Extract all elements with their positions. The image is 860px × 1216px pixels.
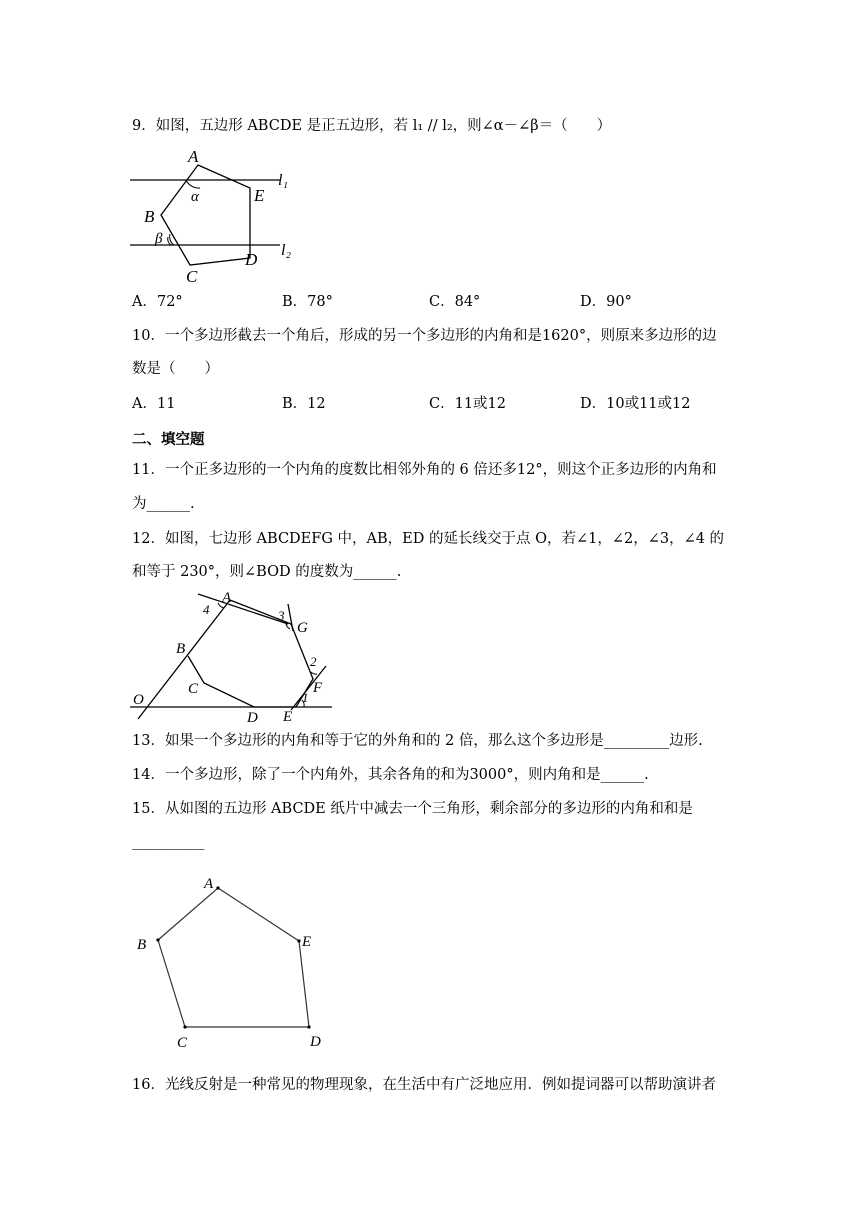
q9-option-d[interactable]: D．90°	[580, 294, 632, 310]
q15-figure	[132, 868, 332, 1053]
q10-option-a[interactable]: A．11	[132, 396, 176, 412]
q10-line2: 数是（ ）	[132, 361, 219, 377]
pentagon-abcde	[158, 888, 312, 1027]
q9-option-a[interactable]: A．72°	[132, 294, 183, 310]
section-title: 二、填空题	[132, 432, 205, 448]
q14-text: 14．一个多边形，除了一个内角外，其余各角的和为3000°，则内角和是______.	[132, 767, 649, 783]
label-c: C	[188, 681, 199, 697]
q10-option-c[interactable]: C．11或12	[429, 396, 506, 412]
q15-line2: __________	[132, 834, 205, 850]
label-a: A	[188, 147, 199, 166]
line-ob	[138, 600, 230, 719]
label-b: B	[176, 641, 186, 657]
label-a: A	[204, 876, 214, 892]
q16-text: 16．光线反射是一种常见的物理现象，在生活中有广泛地应用．例如提词器可以帮助演讲者	[132, 1077, 716, 1093]
q9-option-b[interactable]: B．78°	[282, 294, 333, 310]
label-d: D	[310, 1034, 321, 1050]
q9-figure	[128, 148, 308, 288]
label-g: G	[297, 620, 308, 636]
q10-line1: 10．一个多边形截去一个角后，形成的另一个多边形的内角和是1620°，则原来多边形的边	[132, 328, 717, 344]
label-4: 4	[203, 602, 210, 617]
q12-line2: 和等于 230°，则∠BOD 的度数为______.	[132, 564, 402, 580]
label-1: 1	[302, 690, 309, 705]
label-e: E	[302, 934, 312, 950]
label-3: 3	[278, 608, 285, 623]
label-a: A	[222, 590, 232, 606]
label-e: E	[254, 186, 265, 205]
q11-line2: 为______.	[132, 496, 195, 512]
line-ag-ext	[198, 594, 288, 624]
label-l1: l₁	[278, 172, 289, 189]
q13-text: 13．如果一个多边形的内角和等于它的外角和的 2 倍，那么这个多边形是_________边形.	[132, 733, 703, 749]
label-2: 2	[310, 654, 317, 669]
label-o: O	[133, 692, 144, 708]
q15-line1: 15．从如图的五边形 ABCDE 纸片中减去一个三角形，剩余部分的多边形的内角和和是	[132, 801, 693, 817]
q11-line1: 11．一个正多边形的一个内角的度数比相邻外角的 6 倍还多12°，则这个正多边形的内角和	[132, 462, 717, 478]
q12-line1: 12．如图，七边形 ABCDEFG 中，AB，ED 的延长线交于点 O，若∠1，∠2，∠3，∠4 的	[132, 531, 725, 547]
label-e: E	[283, 709, 293, 725]
q12-figure	[128, 586, 338, 726]
label-b: B	[144, 207, 155, 226]
label-f: F	[313, 680, 323, 696]
q10-option-d[interactable]: D．10或11或12	[580, 396, 691, 412]
label-d: D	[245, 250, 258, 269]
label-c: C	[186, 267, 198, 286]
q9-option-c[interactable]: C．84°	[429, 294, 481, 310]
label-l2: l₂	[281, 242, 292, 259]
vertex-b	[156, 938, 159, 941]
label-d: D	[247, 710, 258, 726]
angle-2-arc	[311, 672, 317, 674]
vertex-a	[216, 886, 219, 889]
label-b: B	[137, 937, 147, 953]
vertex-c	[183, 1025, 186, 1028]
angle-alpha-arc	[186, 180, 200, 188]
label-c: C	[177, 1035, 188, 1051]
label-alpha: α	[191, 189, 199, 205]
q10-option-b[interactable]: B．12	[282, 396, 326, 412]
vertex-e	[297, 939, 300, 942]
q9-text: 9．如图，五边形 ABCDE 是正五边形，若 l₁ // l₂，则∠α－∠β＝（ ）	[132, 118, 612, 134]
vertex-d	[307, 1025, 310, 1028]
label-beta: β	[155, 231, 163, 247]
